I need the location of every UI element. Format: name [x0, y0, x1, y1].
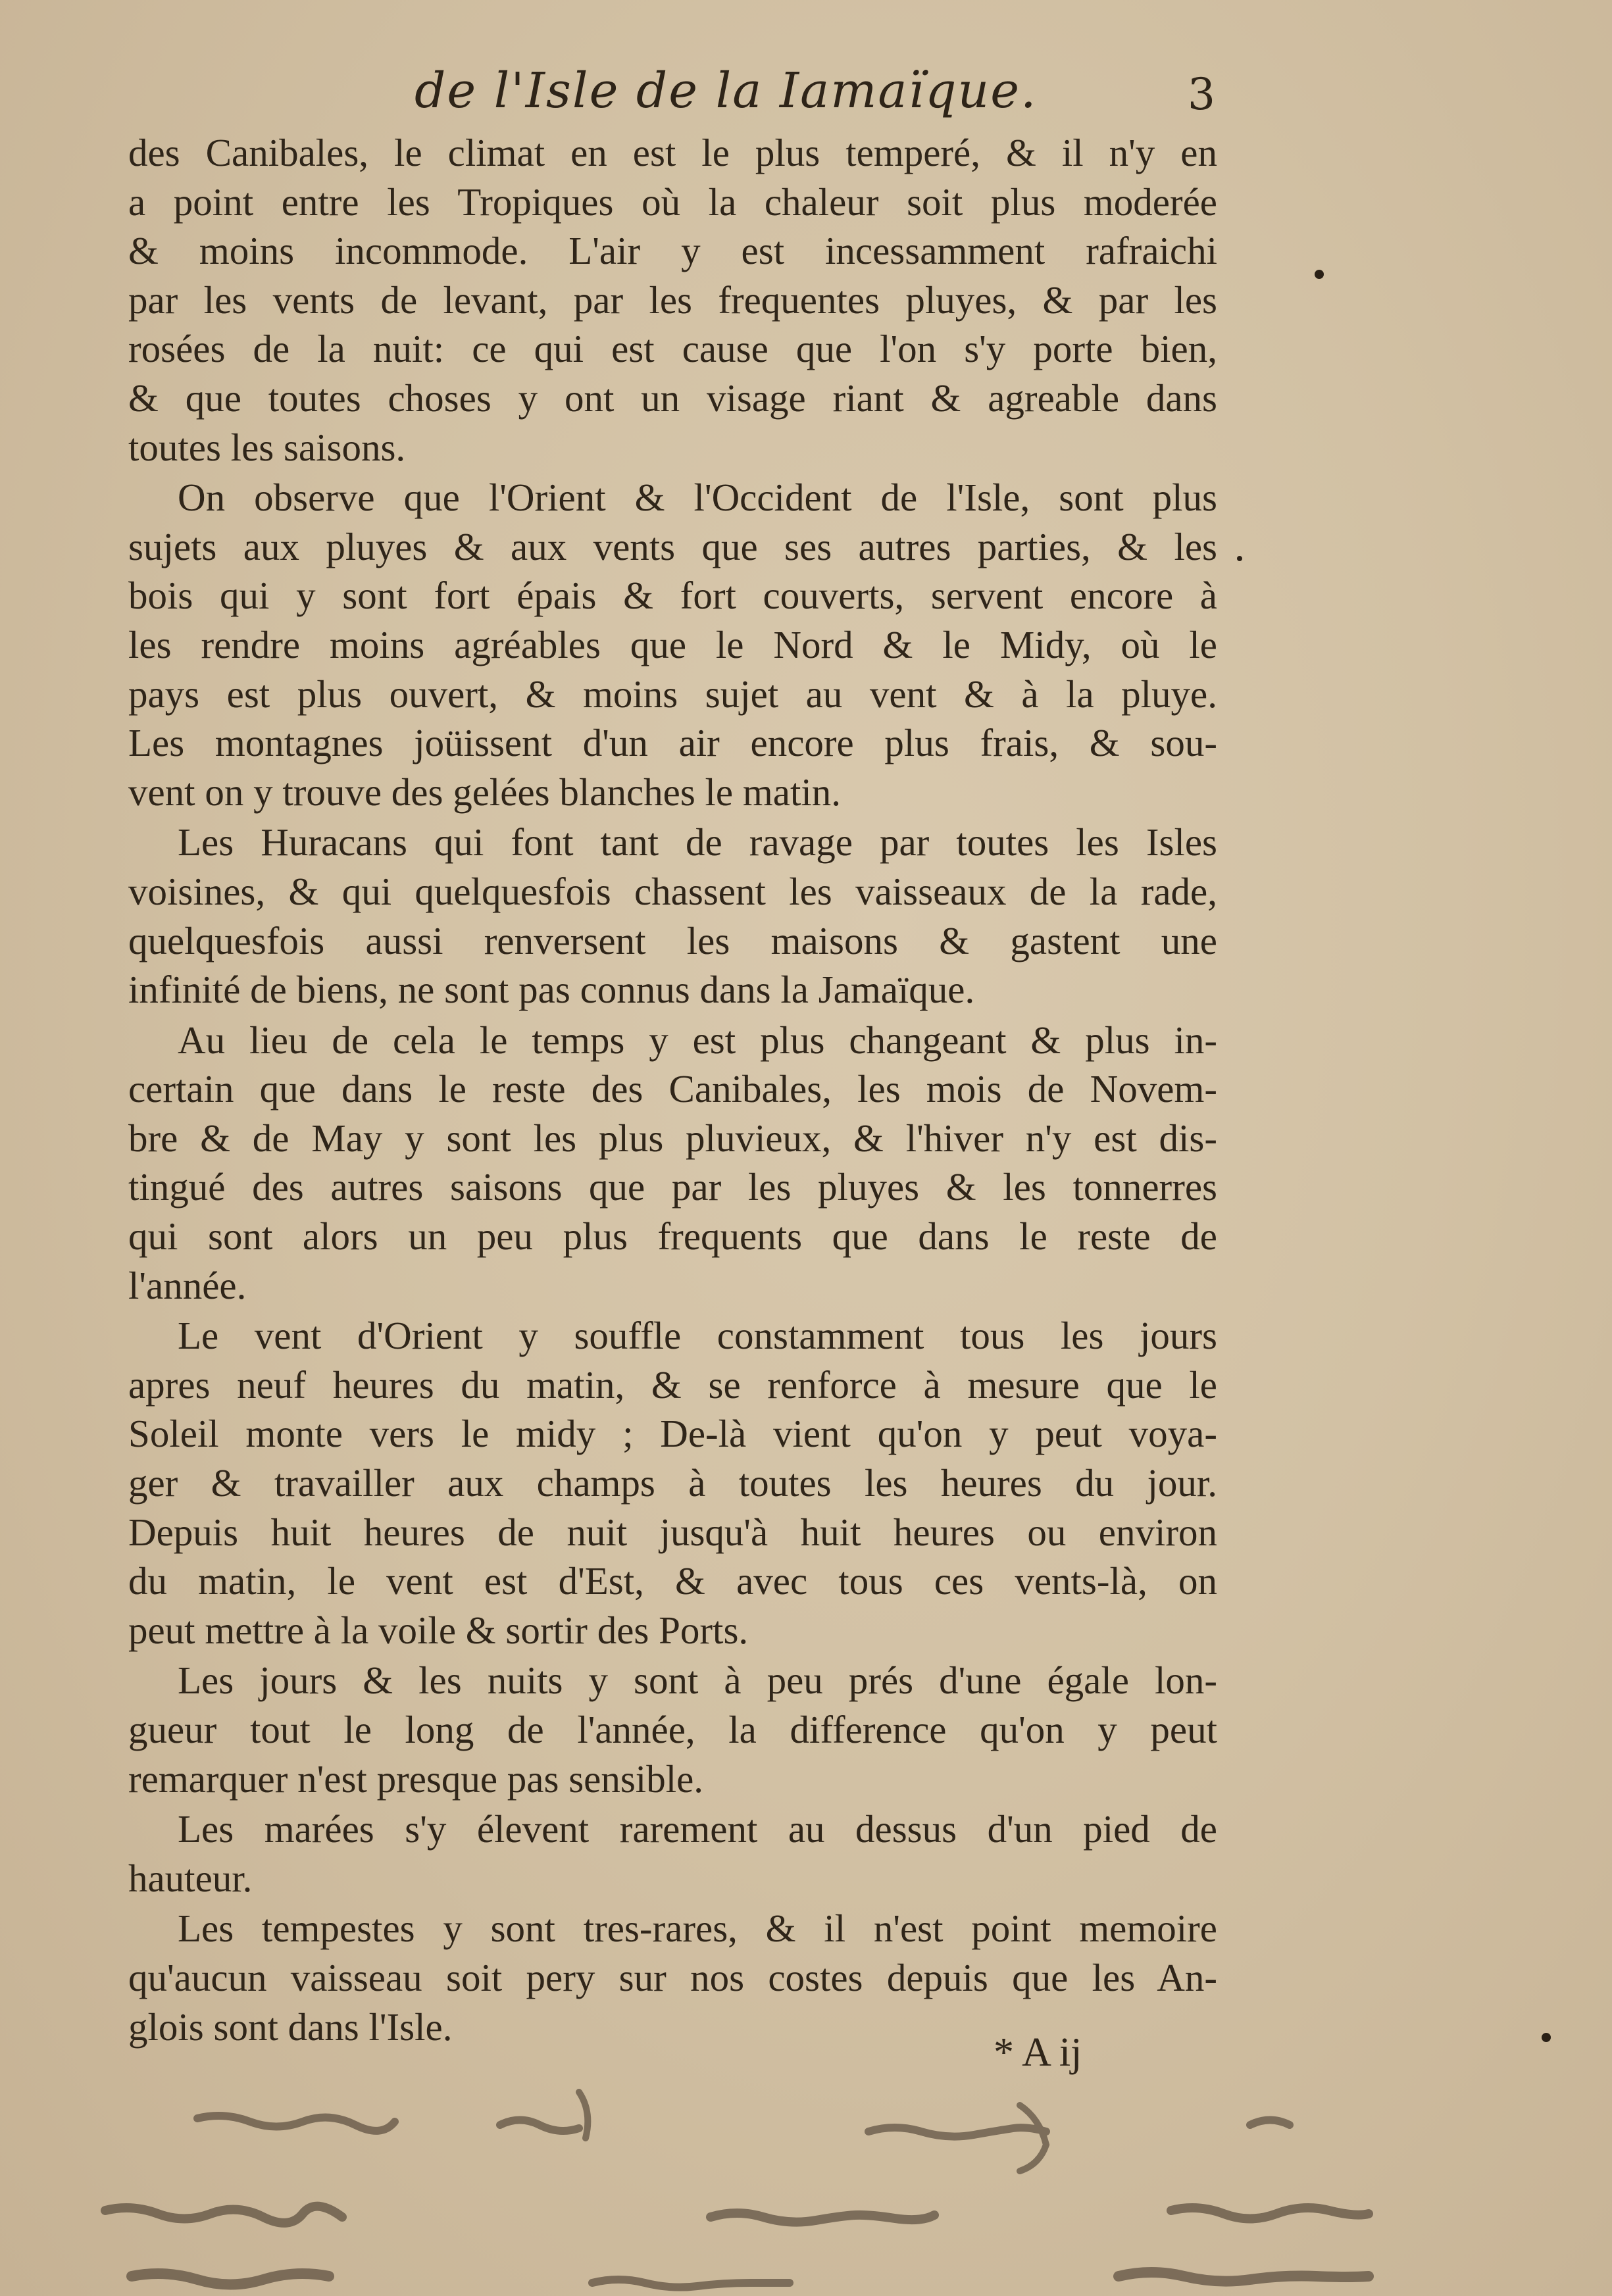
- paragraph: [128, 128, 1217, 472]
- text-line: Les montagnes joüissent d'un air encore plus frais, & sou-: [128, 721, 1217, 765]
- text-line: hauteur.: [128, 1856, 253, 1900]
- text-line: bois qui y sont fort épais & fort couverts, servent encore à: [128, 574, 1217, 618]
- text-line: ger & travailler aux champs à toutes les heures du jour.: [128, 1461, 1217, 1505]
- text-line: Soleil monte vers le midy ; De-là vient qu'on y peut voya-: [128, 1412, 1217, 1456]
- ink-speck: [1315, 270, 1324, 279]
- text-line: remarquer n'est presque pas sensible.: [128, 1757, 704, 1801]
- ink-speck: [1237, 556, 1242, 561]
- text-line: Les jours & les nuits y sont à peu prés d'une égale lon-: [178, 1659, 1217, 1703]
- text-line: voisines, & qui quelquesfois chassent les vaisseaux de la rade,: [128, 869, 1217, 913]
- text-line: a point entre les Tropiques où la chaleur soit plus moderée: [128, 180, 1217, 224]
- text-line: des Canibales, le climat en est le plus temperé, & il n'y en: [128, 131, 1217, 174]
- paragraph: [128, 1805, 1217, 1903]
- body-text: [128, 128, 1217, 2053]
- text-line: bre & de May y sont les plus pluvieux, & l'hiver n'y est dis-: [128, 1116, 1217, 1160]
- text-line: Le vent d'Orient y souffle constamment tous les jours: [178, 1314, 1217, 1358]
- paragraph: [128, 1016, 1217, 1310]
- text-line: qui sont alors un peu plus frequents que dans le reste de: [128, 1214, 1217, 1259]
- text-line: les rendre moins agréables que le Nord & le Midy, où le: [128, 622, 1217, 666]
- text-line: qu'aucun vaisseau soit pery sur nos costes depuis que les An-: [128, 1955, 1217, 1999]
- text-line: Les marées s'y élevent rarement au dessus d'un pied de: [178, 1807, 1217, 1851]
- text-line: quelquesfois aussi renversent les maisons & gastent une: [128, 918, 1217, 962]
- text-line: rosées de la nuit: ce qui est cause que l'on s'y porte bien,: [128, 327, 1217, 371]
- text-line: peut mettre à la voile & sortir des Ports.: [128, 1608, 749, 1652]
- show-through-ink: [0, 2079, 1612, 2296]
- paragraph: [128, 1656, 1217, 1803]
- text-line: certain que dans le reste des Canibales, les mois de Novem-: [128, 1067, 1217, 1111]
- signature-mark: * A ij: [994, 2030, 1082, 2075]
- text-line: apres neuf heures du matin, & se renforce à mesure que le: [128, 1362, 1217, 1407]
- text-line: & moins incommode. L'air y est incessamment rafraichi: [128, 229, 1217, 273]
- text-line: toutes les saisons.: [128, 425, 406, 469]
- text-line: Au lieu de cela le temps y est plus changeant & plus in-: [178, 1018, 1217, 1062]
- text-line: du matin, le vent est d'Est, & avec tous ces vents-là, on: [128, 1559, 1217, 1603]
- text-line: Les tempestes y sont tres-rares, & il n'est point memoire: [178, 1907, 1217, 1951]
- text-line: l'année.: [128, 1263, 247, 1307]
- text-line: & que toutes choses y ont un visage riant & agreable dans: [128, 376, 1217, 420]
- text-line: tingué des autres saisons que par les pluyes & les tonnerres: [128, 1165, 1217, 1209]
- running-title: de l'Isle de la Iamaïque.: [415, 62, 1038, 119]
- paragraph: [128, 473, 1217, 816]
- page-number: 3: [1188, 69, 1215, 120]
- text-line: infinité de biens, ne sont pas connus dans la Jamaïque.: [128, 968, 975, 1012]
- text-line: vent on y trouve des gelées blanches le matin.: [128, 770, 841, 814]
- text-line: pays est plus ouvert, & moins sujet au vent & à la pluye.: [128, 672, 1217, 716]
- page-header: [0, 62, 1612, 135]
- text-line: Les Huracans qui font tant de ravage par toutes les Isles: [178, 820, 1217, 864]
- text-line: Depuis huit heures de nuit jusqu'à huit heures ou environ: [128, 1510, 1217, 1554]
- text-line: sujets aux pluyes & aux vents que ses autres parties, & les: [128, 524, 1217, 568]
- text-line: glois sont dans l'Isle.: [128, 2005, 453, 2049]
- paragraph: [128, 818, 1217, 1014]
- text-line: gueur tout le long de l'année, la difference qu'on y peut: [128, 1708, 1217, 1751]
- text-line: par les vents de levant, par les frequentes pluyes, & par les: [128, 278, 1217, 322]
- paragraph: [128, 1311, 1217, 1655]
- text-line: On observe que l'Orient & l'Occident de l'Isle, sont plus: [178, 476, 1217, 520]
- ink-speck: [1542, 2033, 1551, 2042]
